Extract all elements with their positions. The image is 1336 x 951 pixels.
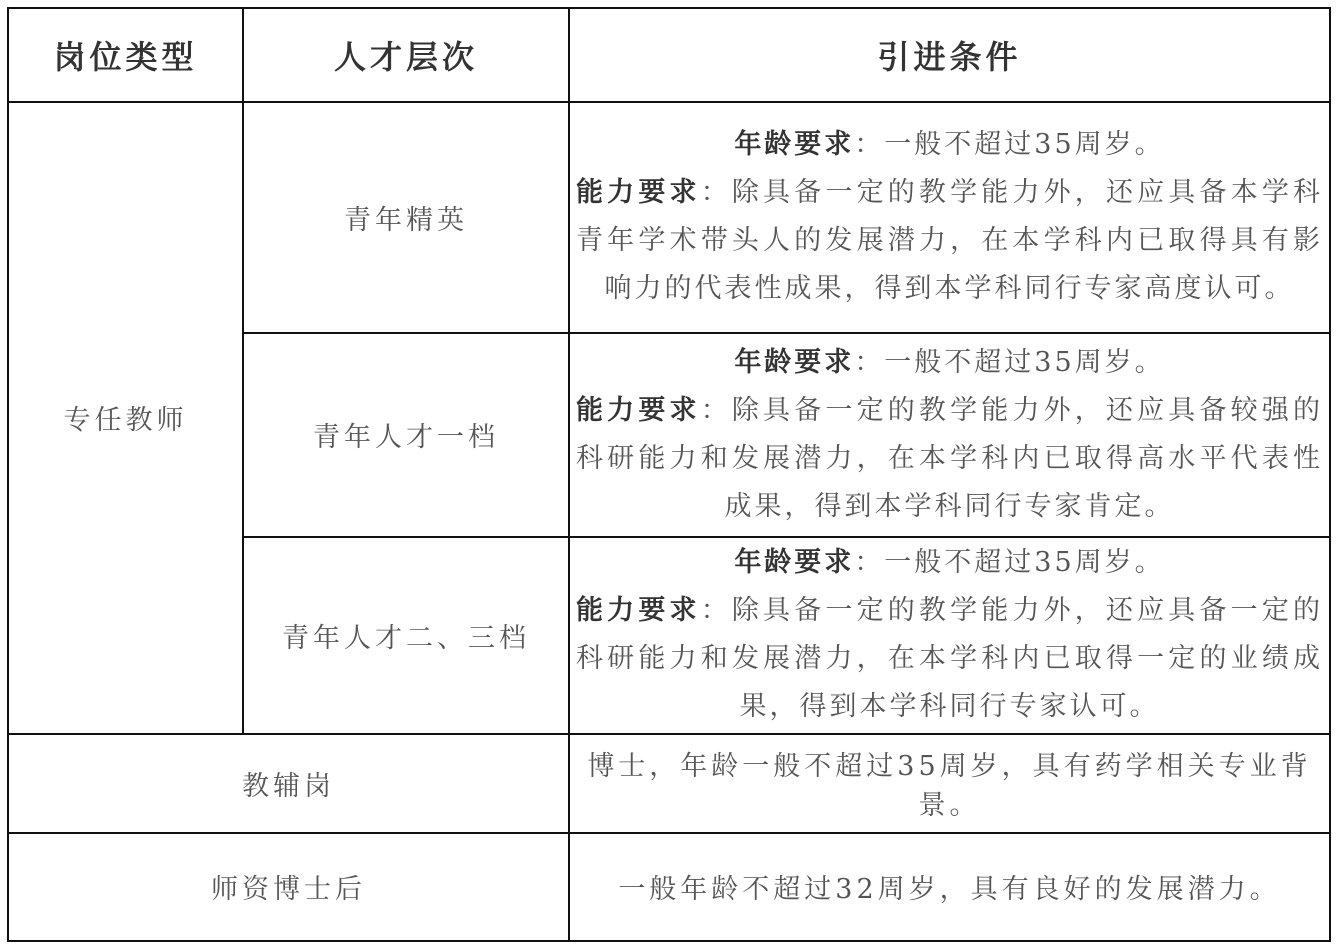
post-type-assistant: 教辅岗 xyxy=(8,734,569,833)
ability-label: 能力要求 xyxy=(576,595,701,627)
header-talent-level: 人才层次 xyxy=(243,8,569,102)
header-conditions: 引进条件 xyxy=(569,8,1330,102)
age-label: 年龄要求 xyxy=(734,346,855,378)
conditions-cell xyxy=(569,333,1330,537)
table-row xyxy=(8,734,1330,833)
ability-requirement xyxy=(576,387,1323,531)
header-row xyxy=(8,8,1330,102)
age-text: ：一般不超过35周岁。 xyxy=(854,346,1165,378)
age-text: ：一般不超过35周岁。 xyxy=(854,547,1165,579)
post-type-postdoc: 师资博士后 xyxy=(8,833,569,941)
ability-requirement xyxy=(576,169,1323,313)
ability-text: ：除具备一定的教学能力外，还应具备较强的科研能力和发展潜力，在本学科内已取得高水平代表性成果，得到本学科同行专家肯定。 xyxy=(576,394,1324,522)
ability-label: 能力要求 xyxy=(576,394,701,426)
talent-level-cell: 青年精英 xyxy=(243,102,569,332)
age-label: 年龄要求 xyxy=(734,129,855,161)
ability-text: ：除具备一定的教学能力外，还应具备一定的科研能力和发展潜力，在本学科内已取得一定的业绩成果，得到本学科同行专家认可。 xyxy=(576,595,1324,723)
age-requirement xyxy=(576,539,1323,587)
recruitment-conditions-table xyxy=(7,7,1331,942)
ability-requirement xyxy=(576,587,1323,731)
table-row xyxy=(8,102,1330,332)
age-requirement xyxy=(576,339,1323,387)
ability-text: ：除具备一定的教学能力外，还应具备本学科青年学术带头人的发展潜力，在本学科内已取得具有影响力的代表性成果，得到本学科同行专家高度认可。 xyxy=(576,177,1324,305)
postdoc-conditions: 一般年龄不超过32周岁，具有良好的发展潜力。 xyxy=(569,833,1330,941)
age-label: 年龄要求 xyxy=(734,547,855,579)
table-row xyxy=(8,833,1330,941)
header-post-type: 岗位类型 xyxy=(8,8,243,102)
post-type-teacher: 专任教师 xyxy=(8,102,243,733)
talent-level-cell: 青年人才一档 xyxy=(243,333,569,537)
conditions-cell xyxy=(569,537,1330,733)
ability-label: 能力要求 xyxy=(576,177,701,209)
age-text: ：一般不超过35周岁。 xyxy=(854,129,1165,161)
age-requirement xyxy=(576,121,1323,169)
assistant-conditions: 博士，年龄一般不超过35周岁，具有药学相关专业背景。 xyxy=(569,734,1330,833)
talent-level-cell: 青年人才二、三档 xyxy=(243,537,569,733)
conditions-cell xyxy=(569,102,1330,332)
